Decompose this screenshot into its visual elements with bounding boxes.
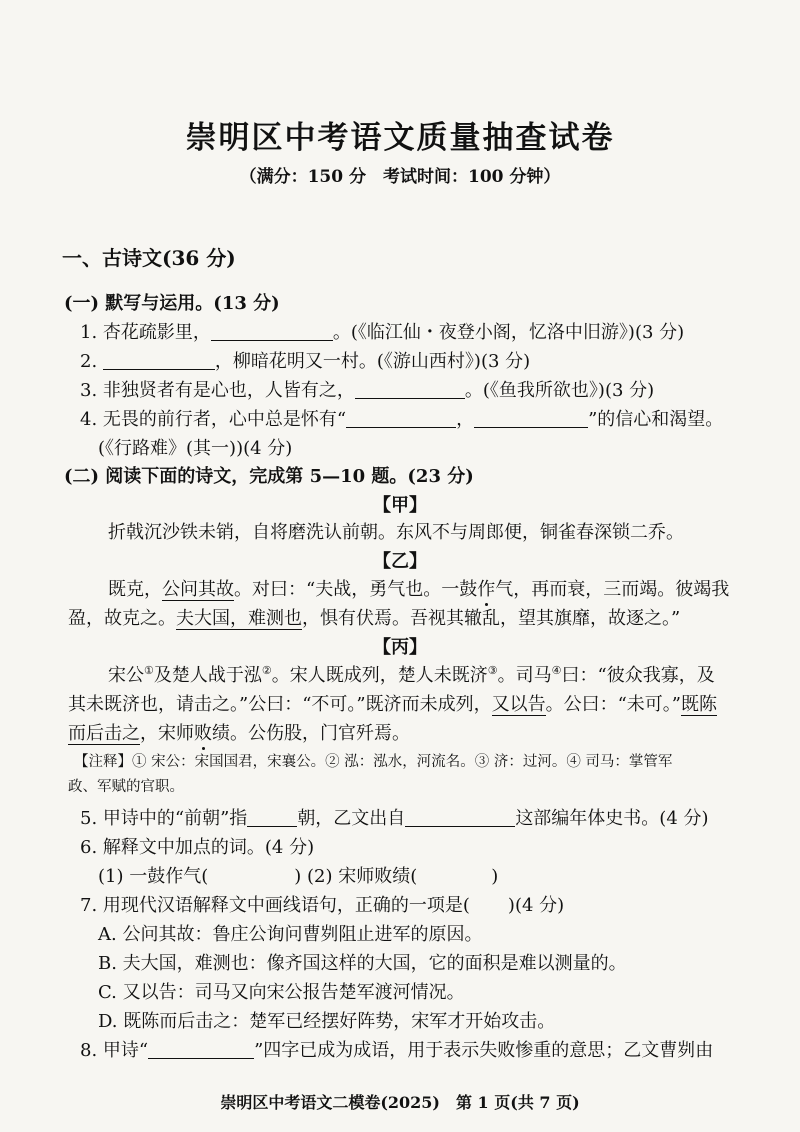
answer-blank[interactable] [346,409,456,428]
passage-bing-line1: 宋公①及楚人战于泓②。宋人既成列，楚人未既济③。司马④曰：“彼众我寡，及 [108,664,715,686]
option-d: D. 既陈而后击之：楚军已经摆好阵势，宋军才开始攻击。 [98,1011,556,1032]
option-b: B. 夫大国，难测也：像齐国这样的大国，它的面积是难以测量的。 [98,953,627,974]
answer-blank[interactable] [405,808,515,827]
section-heading: 一、古诗文(36 分) [62,246,236,270]
page-title: 崇明区中考语文质量抽查试卷 [185,120,615,156]
question-3: 3. 非独贤者有是心也，人皆有之， 。(《鱼我所欲也》)(3 分) [80,380,655,401]
question-6-items: (1) 一鼓作气( ) (2) 宋师败绩( ) [98,866,499,887]
question-5: 5. 甲诗中的“前朝”指 朝，乙文出自 这部编年体史书。(4 分) [80,808,709,829]
question-4-source: (《行路难》(其一))(4 分) [98,438,293,459]
part1-heading: (一) 默写与运用。(13 分) [64,293,280,314]
page-footer: 崇明区中考语文二模卷(2025) 第 1 页(共 7 页) [220,1093,580,1112]
part2-heading: (二) 阅读下面的诗文，完成第 5—10 题。(23 分) [64,466,474,487]
answer-blank[interactable] [103,351,215,370]
passage-bing-line2: 其未既济也，请击之。”公曰：“不可。”既济而未成列，又以告。公曰：“未可。”既陈 [68,694,718,715]
question-8: 8. 甲诗“ ”四字已成为成语，用于表示失败惨重的意思；乙文曹刿由 [80,1040,714,1061]
answer-blank[interactable] [247,808,297,827]
exam-info: （满分：150 分 考试时间：100 分钟） [239,167,561,187]
answer-blank[interactable] [211,322,333,341]
passage-label-jia: 【甲】 [373,495,427,516]
passage-jia-text: 折戟沉沙铁未销，自将磨洗认前朝。东风不与周郎便，铜雀春深锁二乔。 [108,522,684,543]
annotation-line2: 政、军赋的官职。 [68,779,184,795]
option-a: A. 公问其故：鲁庄公询问曹刿阻止进军的原因。 [98,924,483,945]
passage-bing-line3: 而后击之，宋师败绩。公伤股，门官歼焉。 [68,723,410,744]
question-1: 1. 杏花疏影里， 。(《临江仙・夜登小阁，忆洛中旧游》)(3 分) [80,322,685,343]
question-4: 4. 无畏的前行者，心中总是怀有“ ， ”的信心和渴望。 [80,409,724,430]
answer-blank[interactable] [474,409,588,428]
answer-blank[interactable] [355,380,465,399]
passage-label-bing: 【丙】 [373,637,427,658]
answer-blank[interactable] [148,1040,254,1059]
question-6-stem: 6. 解释文中加点的词。(4 分) [80,837,315,858]
passage-yi-line2: 盈，故克之。夫大国，难测也，惧有伏焉。吾视其辙乱，望其旗靡，故逐之。” [68,608,681,629]
annotation-line1: 【注释】① 宋公：宋国国君，宋襄公。② 泓：泓水，河流名。③ 济：过河。④ 司马：掌管军 [74,754,673,770]
question-2: 2. ，柳暗花明又一村。(《游山西村》)(3 分) [80,351,531,372]
passage-label-yi: 【乙】 [373,551,427,572]
question-7-stem: 7. 用现代汉语解释文中画线语句，正确的一项是( )(4 分) [80,895,565,916]
passage-yi-line1: 既克，公问其故。对曰：“夫战，勇气也。一鼓作气，再而衰，三而竭。彼竭我 [108,579,730,600]
option-c: C. 又以告：司马又向宋公报告楚军渡河情况。 [98,982,465,1003]
